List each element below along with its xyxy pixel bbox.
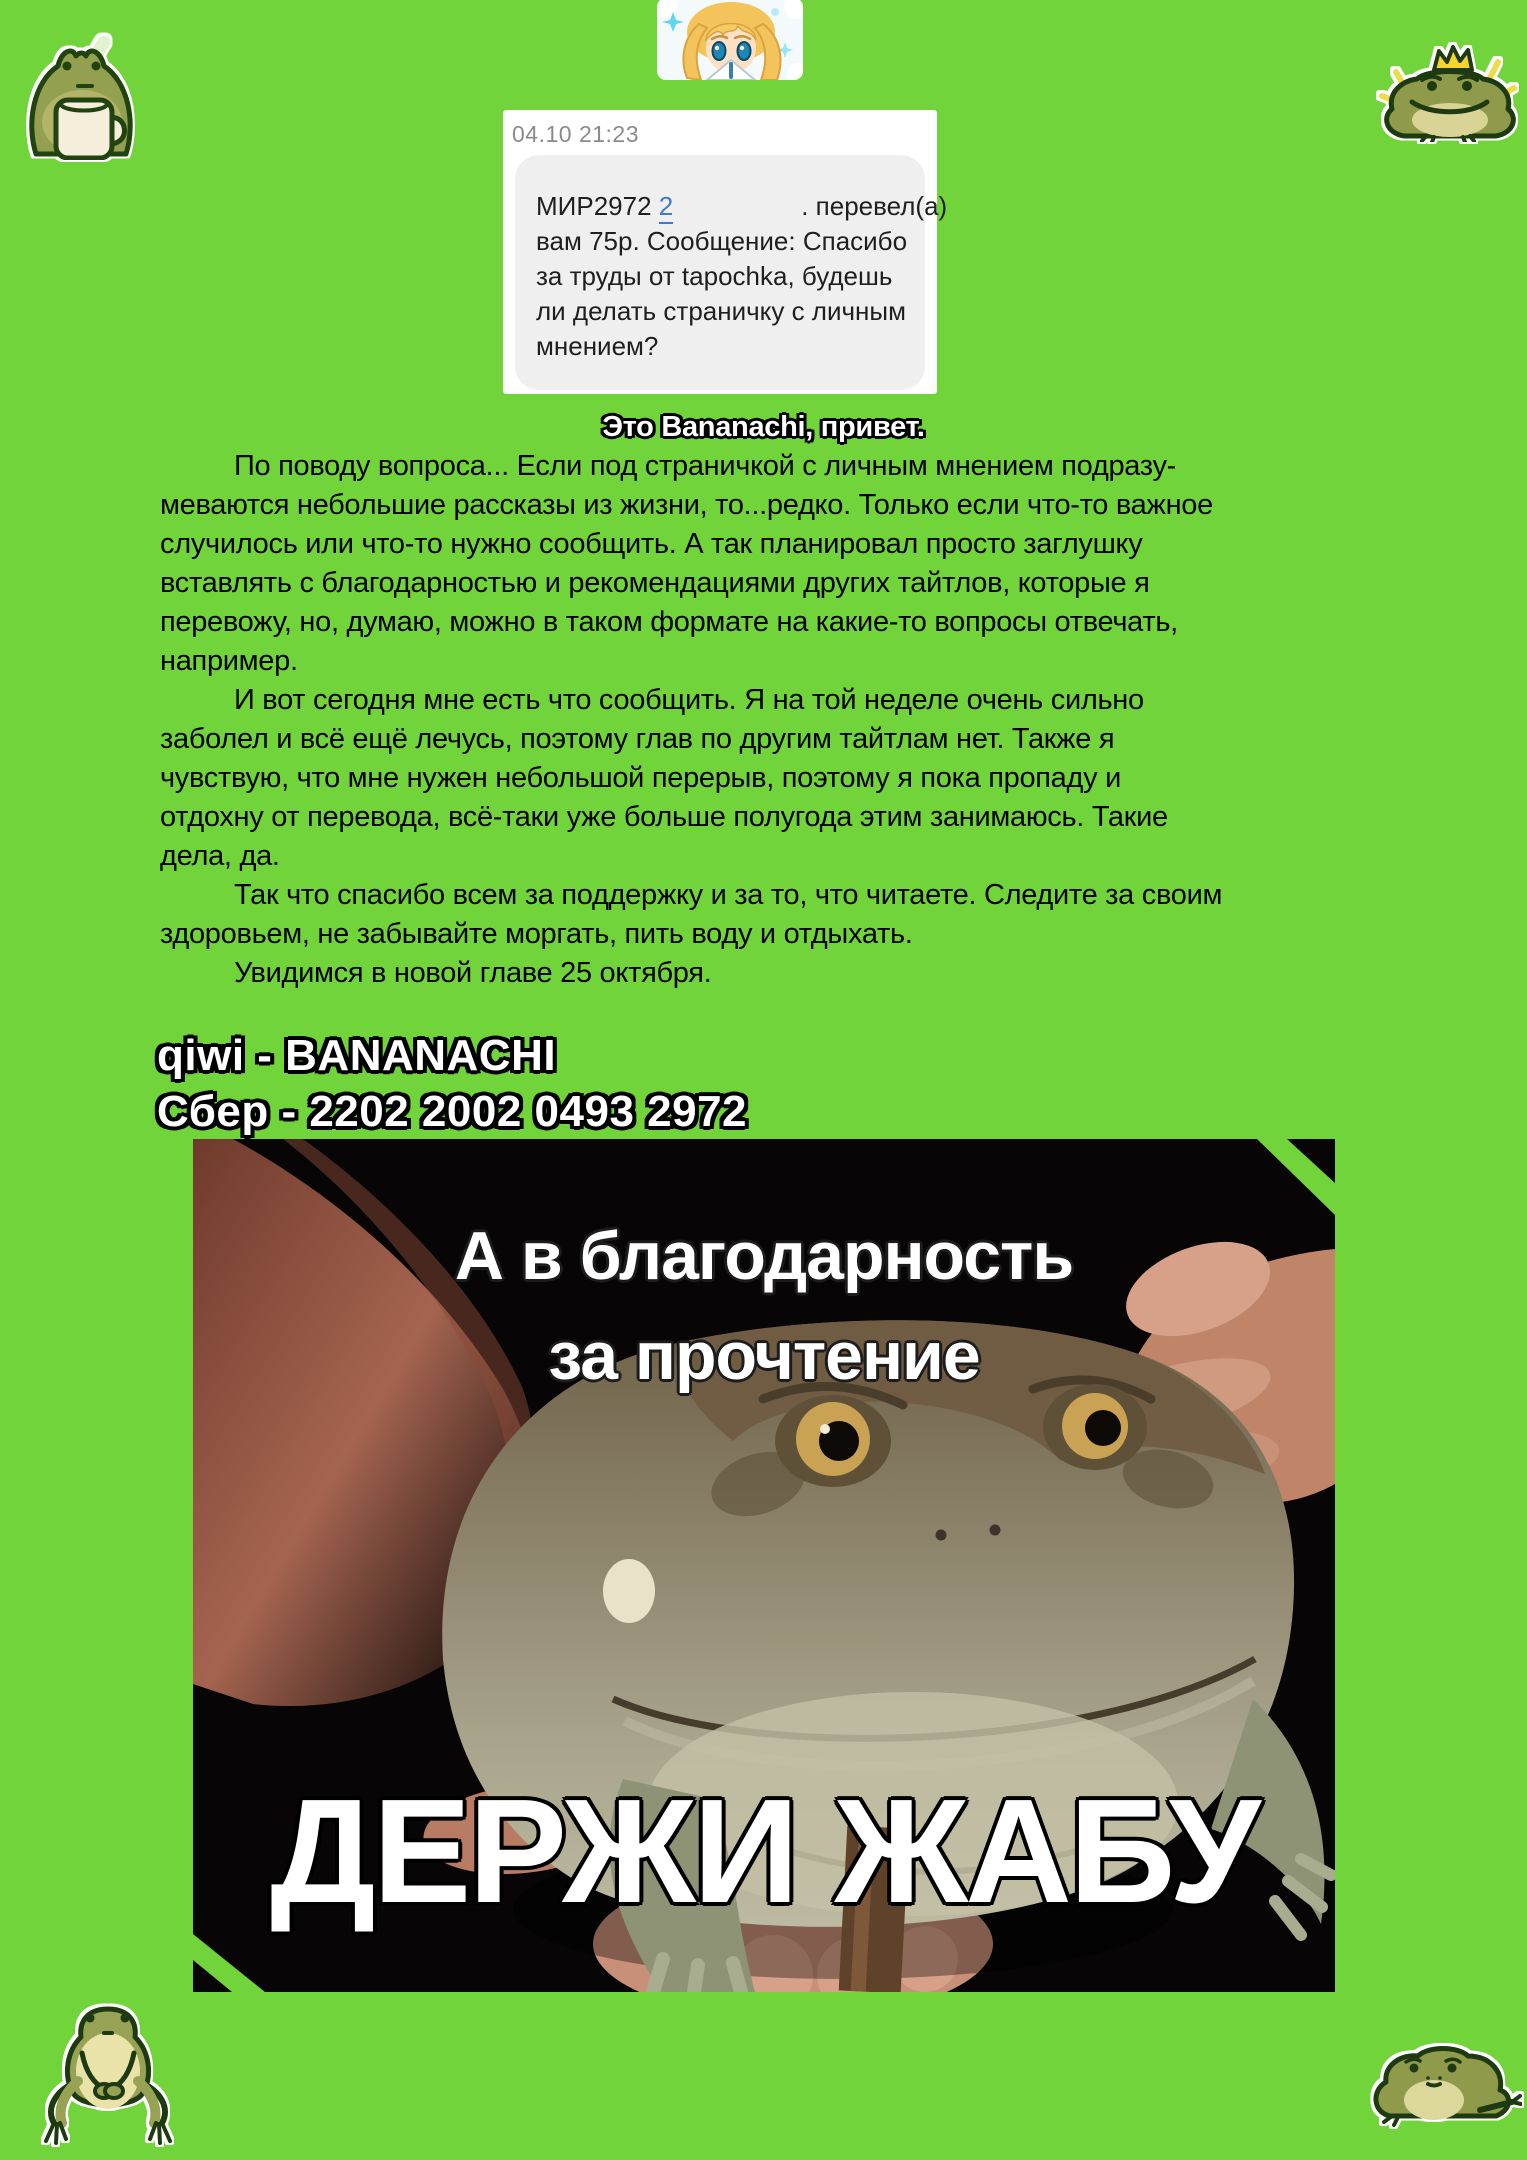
note-line: По поводу вопроса... Если под страничкой с личным мнением подразу-	[234, 450, 1177, 482]
notification-body	[536, 224, 909, 364]
note-greeting: Это Bananachi, привет.	[602, 411, 925, 443]
sber-card-number: Сбер - 2202 2002 0493 2972	[157, 1087, 748, 1136]
frog-with-mug-icon	[22, 26, 140, 160]
note-line: дела, да.	[160, 840, 280, 872]
notification-sender: МИР2972	[536, 191, 659, 221]
note-line: меваются небольшие рассказы из жизни, то...редко. Только если что-то важное	[160, 489, 1213, 521]
note-line: чувствую, что мне нужен небольшой перерыв, поэтому я пока пропаду и	[160, 762, 1121, 794]
translator-note	[160, 447, 1450, 993]
toad-photo	[193, 1139, 1335, 1992]
donation-details	[157, 1028, 747, 1140]
note-line: перевожу, но, думаю, можно в таком формате на какие-то вопросы отвечать,	[160, 606, 1178, 638]
photo-big-text: ДЕРЖИ ЖАБУ	[270, 1769, 1258, 1934]
sitting-frog-icon	[24, 1995, 192, 2147]
sender-count-link: 2	[659, 191, 673, 224]
anime-avatar	[657, 0, 803, 80]
bank-notification-screenshot	[503, 110, 948, 394]
note-line: например.	[160, 645, 298, 677]
notification-message	[536, 189, 948, 364]
note-line: случилось или что-то нужно сообщить. А так планировал просто заглушку	[160, 528, 1143, 560]
notification-timestamp: 04.10 21:23	[512, 121, 640, 147]
notification-line1-tail: . перевел(а)	[801, 191, 948, 221]
note-line: заболел и всё ещё лечусь, поэтому глав по другим тайтлам нет. Также я	[160, 723, 1115, 755]
lying-frog-icon	[1362, 2040, 1522, 2128]
crowned-frog-icon	[1374, 40, 1524, 142]
notification-text-line: вам 75р. Сообщение: Спасибо	[536, 226, 908, 256]
photo-caption-line1: А в благодарность	[454, 1218, 1074, 1294]
note-line: И вот сегодня мне есть что сообщить. Я на той неделе очень сильно	[234, 684, 1144, 716]
note-line: здоровьем, не забывайте моргать, пить воду и отдыхать.	[160, 918, 913, 950]
note-line: вставлять с благодарностью и рекомендациями других тайтлов, которые я	[160, 567, 1150, 599]
note-line: отдохну от перевода, всё-таки уже больше полугода этим занимаюсь. Такие	[160, 801, 1168, 833]
notification-bubble	[515, 155, 948, 390]
notification-text-line: за труды от tapochka, будешь	[536, 261, 893, 291]
notification-text-line: ли делать страничку с личным	[536, 296, 906, 326]
note-line: Увидимся в новой главе 25 октября.	[234, 957, 712, 989]
notification-text-line: мнением?	[536, 331, 659, 361]
note-line: Так что спасибо всем за поддержку и за то, что читаете. Следите за своим	[234, 879, 1223, 911]
qiwi-wallet: qiwi - BANANACHI	[157, 1031, 557, 1080]
photo-caption-line2: за прочтение	[548, 1318, 980, 1394]
